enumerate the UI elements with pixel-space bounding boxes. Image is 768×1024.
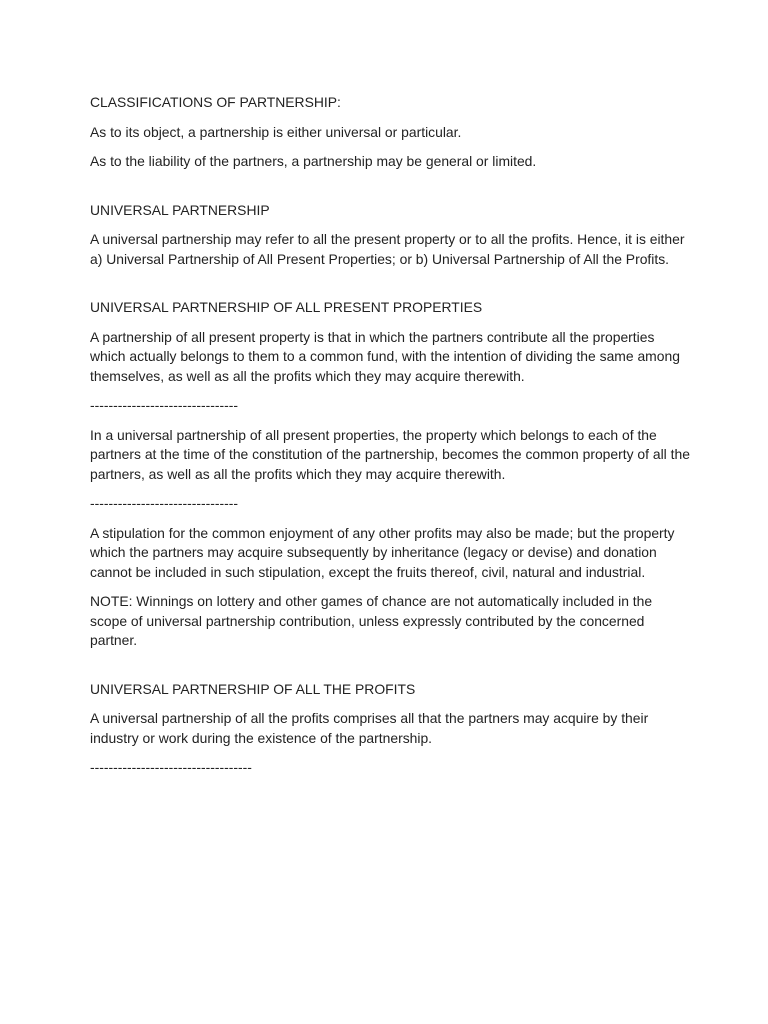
divider-line: -------------------------------- <box>90 397 239 413</box>
divider-line: -------------------------------- <box>90 495 239 511</box>
divider-line: ----------------------------------- <box>90 759 252 775</box>
paragraph-stipulation: A stipulation for the common enjoyment of any other profits may also be made; but the property which the partners may acquire subsequently by inheritance (legacy or devise) and donation cannot be included in such stipulation, except the fruits thereof, civil, natural and industrial. <box>90 524 675 580</box>
paragraph-present-property-definition: A partnership of all present property is that in which the partners contribute all the properties which actually belongs to them to a common fund, with the intention of dividing the same among themselves, as well as all the profits which they may acquire therewith. <box>90 328 680 384</box>
paragraph-note: NOTE: Winnings on lottery and other games of chance are not automatically included in the scope of universal partnership contribution, unless expressly contributed by the concerned partner. <box>90 593 653 648</box>
paragraph-present-property-effect: In a universal partnership of all present properties, the property which belongs to each of the partners at the time of the constitution of the partnership, becomes the common property of all the partners, as well as all the profits which they may acquire therewith. <box>90 426 690 482</box>
paragraph-object: As to its object, a partnership is either universal or particular. <box>90 123 462 140</box>
section-heading-all-the-profits: UNIVERSAL PARTNERSHIP OF ALL THE PROFITS <box>90 680 416 697</box>
paragraph-profits-definition: A universal partnership of all the profits comprises all that the partners may acquire by their industry or work during the existence of the partnership. <box>90 710 649 746</box>
section-heading-universal-partnership: UNIVERSAL PARTNERSHIP <box>90 201 270 218</box>
section-heading-all-present-properties: UNIVERSAL PARTNERSHIP OF ALL PRESENT PROPERTIES <box>90 299 483 315</box>
document-page <box>90 93 690 788</box>
paragraph-universal-definition: A universal partnership may refer to all the present property or to all the profits. Hence, it is either a) Universal Partnership of All Present Properties; or b) Universal Partnership of All the Profits. <box>90 231 685 267</box>
section-heading-classifications: CLASSIFICATIONS OF PARTNERSHIP: <box>90 94 341 110</box>
paragraph-liability: As to the liability of the partners, a partnership may be general or limited. <box>90 153 537 169</box>
